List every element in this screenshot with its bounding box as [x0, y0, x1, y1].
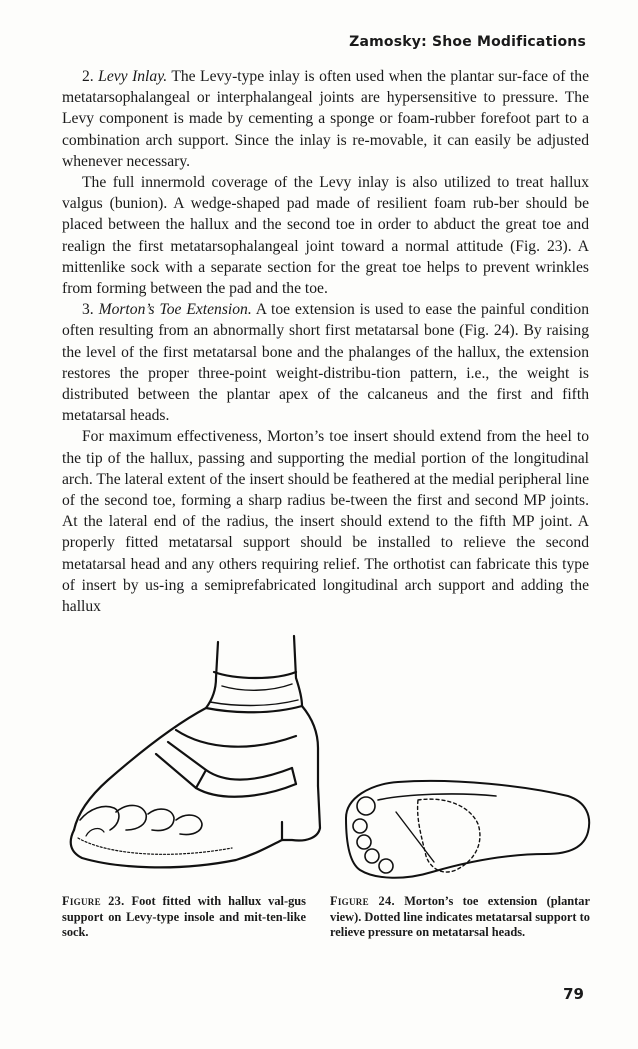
- section-title-mortons-toe: Morton’s Toe Extension.: [98, 301, 252, 319]
- section-title-levy-inlay: Levy Inlay.: [98, 68, 168, 85]
- figure-23-shoe-illustration: [56, 632, 346, 890]
- paragraph-levy-inlay: [62, 66, 589, 172]
- paragraph-text: The Levy-type inlay is often used when the plantar sur-face of the metatarsophalangeal or interphalangeal joints are hypersensitive to pressure. The Levy component is made by cementing a sponge or foam-rubber forefoot part to a combination arch support. Since the inlay is re-movable, it can easily be adjusted whenever necessary.: [62, 68, 590, 170]
- paragraph-mortons-toe: [62, 299, 589, 426]
- paragraph-hallux-valgus: The full innermold coverage of the Levy inlay is also utilized to treat hallux valgus (bunion). A wedge-shaped pad made of resilient foam rub-ber should be placed between the hallux and the second toe in order to abduct the great toe and realign the first metatarsophalangeal joint toward a normal attitude (Fig. 23). A mittenlike sock with a separate section for the great toe helps to prevent wrinkles from forming between the pad and the toe.: [62, 174, 589, 298]
- section-number: 3.: [82, 301, 99, 319]
- figure-24-caption-text: Morton’s toe extension (plantar view). Dotted line indicates metatarsal support to relieve pressure on metatarsal heads.: [330, 894, 590, 939]
- body-text: [62, 66, 589, 617]
- figure-24-label: Figure 24.: [330, 894, 395, 908]
- figures: [56, 632, 596, 892]
- section-number: 2.: [82, 68, 99, 85]
- figure-24-insole-illustration: [336, 772, 596, 887]
- figure-24-caption: [330, 894, 590, 941]
- figure-23-label: Figure 23.: [62, 894, 125, 908]
- page-number: 79: [563, 985, 584, 1003]
- running-head: Zamosky: Shoe Modifications: [349, 34, 586, 50]
- figure-23-caption-text: Foot fitted with hallux val-gus support on Levy-type insole and mit-ten-like sock.: [62, 894, 306, 939]
- figure-23-caption: [62, 894, 306, 941]
- paragraph-mortons-insert: For maximum effectiveness, Morton’s toe insert should extend from the heel to the tip of the hallux, passing and supporting the medial portion of the longitudinal arch. The lateral extent of the insert should be feathered at the medial peripheral line of the second toe, forming a sharp radius be-tween the first and second MP joints. At the lateral end of the radius, the insert should extend to the fifth MP joint. A properly fitted metatarsal support should be installed to relieve the second metatarsal head and any others requiring relief. The orthotist can fabricate this type of insert by us-ing a semiprefabricated longitudinal arch support and adding the hallux: [62, 428, 589, 616]
- paragraph-text: A toe extension is used to ease the painful condition often resulting from an abnormally short first metatarsal bone (Fig. 24). By raising the level of the first metatarsal bone and the phalanges of the hallux, the extension restores the proper three-point weight-distribu-tion pattern, i.e., the weight is distributed between the plantar apex of the calcaneus and the first and fifth metatarsal heads.: [62, 301, 589, 425]
